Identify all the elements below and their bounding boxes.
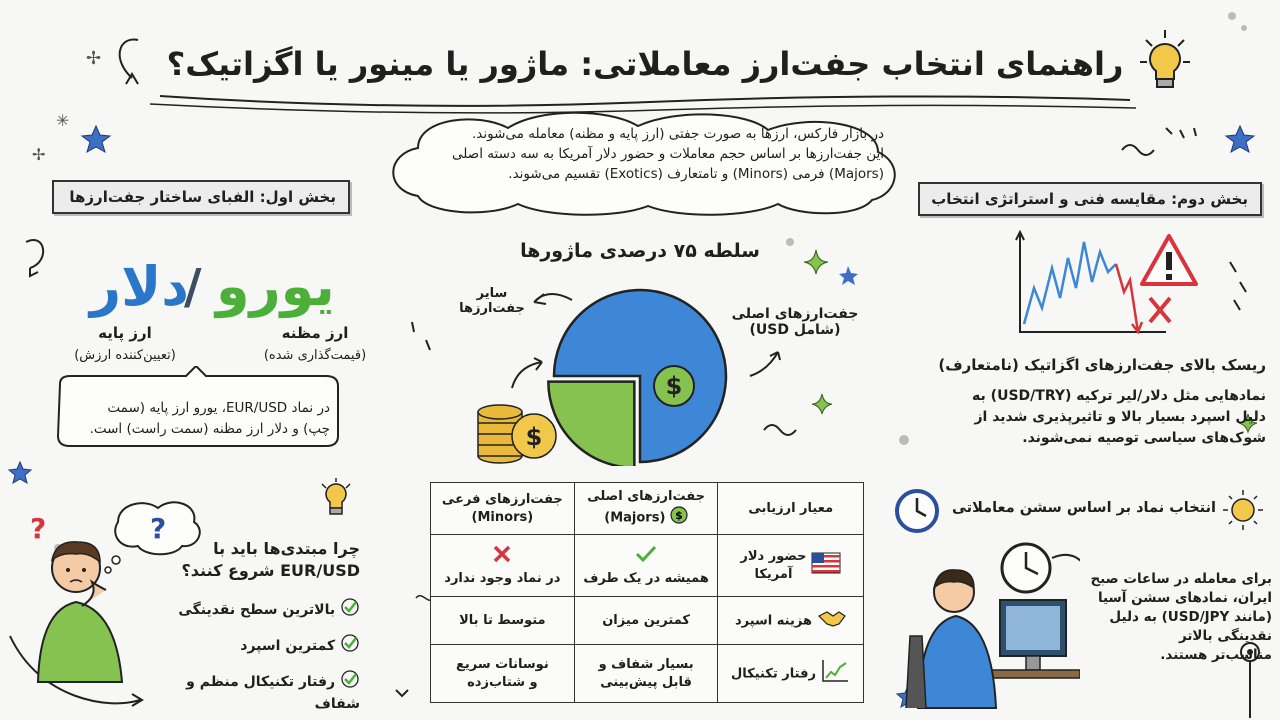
list-item <box>140 598 360 622</box>
lightbulb-icon <box>318 478 354 518</box>
major-spread: کمترین میزان <box>574 597 718 645</box>
minor-usd-presence <box>431 535 575 597</box>
major-technical <box>574 645 718 703</box>
table-row <box>431 645 864 703</box>
sun-icon <box>1218 488 1268 532</box>
page-title: راهنمای انتخاب جفت‌ارز معاملاتی: ماژور یا مینور یا اگزاتیک؟ <box>166 45 1124 83</box>
minor-technical-line-2: و شتاب‌زده <box>467 674 538 690</box>
criterion-spread-text: هزینه اسپرد <box>734 613 812 628</box>
table-header-minors <box>431 483 575 535</box>
minor-spread: متوسط تا بالا <box>431 597 575 645</box>
bubble-text <box>60 398 330 440</box>
why-item-3: رفتار تکنیکال منظم و شفاف <box>186 674 360 712</box>
session-line-4: نقدینگی بالاتر <box>1178 628 1272 644</box>
header-minors-line-1: جفت‌ارزهای فرعی <box>441 491 563 507</box>
lightbulb-icon <box>1140 28 1190 98</box>
header-majors-line-2-text: (Majors) <box>604 510 666 525</box>
minor-technical <box>431 645 575 703</box>
svg-text:✳: ✳ <box>56 111 70 130</box>
risk-line-1: نمادهایی مثل دلار/لیر ترکیه (USD/TRY) به <box>972 388 1266 404</box>
session-line-3: (مانند USD/JPY) به دلیل <box>1109 609 1272 625</box>
coin-dollar-glyph: $ <box>525 423 543 451</box>
trader-at-computer-illustration <box>900 540 1080 710</box>
pie-arrows <box>500 280 820 390</box>
table-row <box>431 597 864 645</box>
intro-line-1: در بازار فارکس، ارزها به صورت جفتی (ارز پایه و مظنه) معامله می‌شوند. <box>472 126 884 142</box>
risk-body <box>930 386 1266 449</box>
pie-major-line-1: جفت‌ارزهای اصلی <box>731 306 859 322</box>
dollar-coin-icon <box>670 506 688 530</box>
table-header-criterion: معیار ارزیابی <box>718 483 864 535</box>
quote-currency-sub: (قیمت‌گذاری شده) <box>263 348 367 363</box>
euro-word: یورو <box>216 255 335 318</box>
header-dollar-glyph: $ <box>675 508 683 522</box>
svg-text:?: ? <box>30 512 47 545</box>
cross-icon <box>435 544 570 570</box>
why-title-line-2: EUR/USD شروع کنند؟ <box>181 561 360 580</box>
header-majors-line-1: جفت‌ارزهای اصلی <box>587 488 705 504</box>
major-technical-line-1: بسیار شفاف و <box>598 656 694 672</box>
table-header-majors <box>574 483 718 535</box>
session-title: انتخاب نماد بر اساس سشن معاملاتی <box>951 500 1216 516</box>
why-title-line-1: چرا مبتدی‌ها باید با <box>213 539 360 558</box>
pie-title: سلطه ۷۵ درصدی ماژورها <box>520 240 760 262</box>
risk-title: ریسک بالای جفت‌ارزهای اگزاتیک (نامتعارف) <box>938 356 1266 374</box>
minor-usd-text: در نماد وجود ندارد <box>444 570 561 586</box>
session-line-5: مناسب‌تر هستند. <box>1160 647 1272 663</box>
curl-arrow-icon <box>120 40 138 78</box>
star-icon <box>82 126 110 152</box>
section-2-label: بخش دوم: مقایسه فنی و استراتژی انتخاب <box>918 182 1262 216</box>
why-item-2: کمترین اسپرد <box>240 638 336 654</box>
comparison-table <box>430 482 864 703</box>
clock-icon <box>894 488 940 534</box>
star-icon <box>1226 126 1254 152</box>
intro-line-3: (Majors) فرمی (Minors) و تامتعارف (Exotics) تقسیم می‌شوند. <box>508 166 884 182</box>
why-list <box>140 598 360 714</box>
us-flag-icon <box>811 552 841 580</box>
check-icon <box>579 544 714 570</box>
major-usd-text: همیشه در یک طرف <box>583 570 709 586</box>
check-circle-icon <box>340 670 360 694</box>
minor-technical-line-1: نوسانات سریع <box>456 656 549 672</box>
criterion-spread <box>718 597 864 645</box>
coin-stack-icon <box>474 392 564 466</box>
svg-text:✢: ✢ <box>86 48 102 69</box>
why-title <box>150 538 360 582</box>
svg-text:✢: ✢ <box>32 145 46 164</box>
handshake-icon <box>817 608 847 634</box>
risk-line-3: شوک‌های سیاسی توصیه نمی‌شوند. <box>1022 430 1266 446</box>
major-usd-presence <box>574 535 718 597</box>
pie-other-line-1: سایر <box>476 286 508 301</box>
slash-separator: / <box>184 259 202 315</box>
pie-dollar-glyph: $ <box>665 372 683 400</box>
intro-line-2: این جفت‌ارزها بر اساس حجم معاملات و حضور دلار آمریکا به سه دسته اصلی <box>452 146 884 162</box>
risk-line-2: دلیل اسپرد بسیار بالا و تاثیرپذیری شدید از <box>974 409 1266 425</box>
check-circle-icon <box>340 634 360 658</box>
warning-icon <box>1138 232 1200 288</box>
session-line-2: ایران، نمادهای سشن آسیا <box>1097 590 1272 606</box>
criterion-technical-text: رفتار تکنیکال <box>730 666 816 681</box>
criterion-usd-line-1: حضور دلار <box>740 548 807 564</box>
criterion-technical <box>718 645 864 703</box>
criterion-usd-presence <box>718 535 864 597</box>
quote-currency-label: ارز مظنه <box>281 324 349 342</box>
intro-text <box>398 124 884 204</box>
major-technical-line-2: قابل پیش‌بینی <box>600 674 692 690</box>
bubble-line-1: در نماد EUR/USD، یورو ارز پایه (سمت <box>107 400 330 416</box>
check-circle-icon <box>340 598 360 622</box>
session-line-1: برای معامله در ساعات صبح <box>1090 571 1272 587</box>
criterion-usd-text <box>740 548 806 584</box>
criterion-usd-line-2: آمریکا <box>754 566 793 582</box>
why-item-1: بالاترین سطح نقدینگی <box>178 602 336 618</box>
dollar-word: دلار <box>90 255 190 318</box>
pie-major-line-2: (شامل USD) <box>749 322 841 338</box>
list-item <box>140 634 360 658</box>
base-currency-sub: (تعیین‌کننده ارزش) <box>74 348 176 363</box>
header-majors-line-2 <box>579 506 714 530</box>
trend-chart-icon <box>820 658 850 690</box>
list-item <box>140 670 360 714</box>
base-currency-label: ارز پایه <box>98 324 152 342</box>
table-header-row <box>431 483 864 535</box>
table-row <box>431 535 864 597</box>
header-minors-line-2: (Minors) <box>471 509 534 525</box>
pie-other-line-2: جفت‌ارزها <box>459 301 525 316</box>
bubble-line-2: چپ) و دلار ارز مظنه (سمت راست) است. <box>89 421 330 437</box>
svg-text:?: ? <box>150 512 167 545</box>
session-body <box>1080 570 1272 665</box>
section-1-label: بخش اول: الفبای ساختار جفت‌ارزها <box>52 180 350 214</box>
